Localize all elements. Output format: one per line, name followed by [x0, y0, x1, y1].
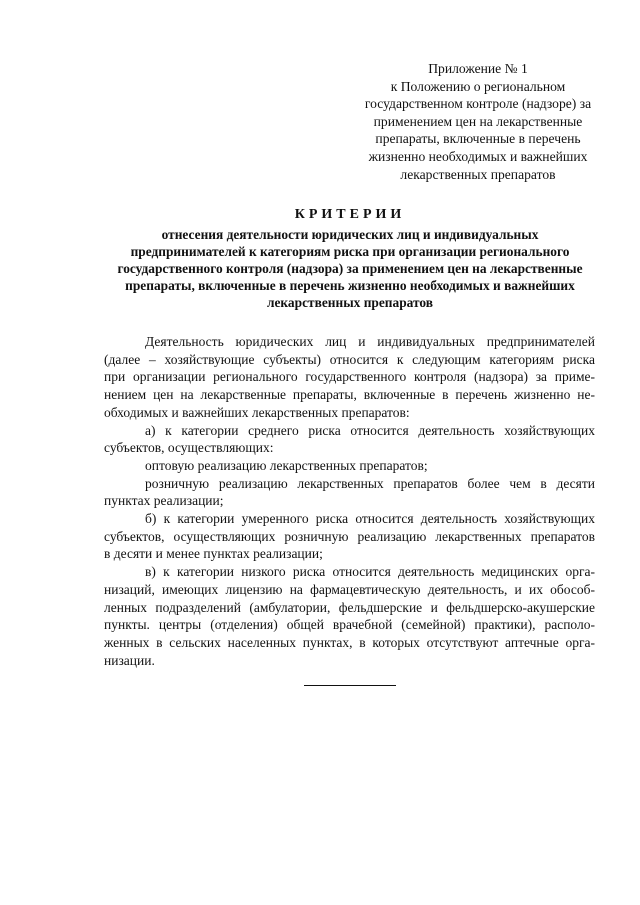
document-subtitle [100, 226, 600, 311]
body-line: б) к категории умеренного риска относится деятельность хозяйствующих [145, 511, 595, 527]
body-line: пунктах реализации; [104, 493, 224, 509]
body-line: низации. [104, 652, 155, 668]
body-line: субъектов, осуществляющих розничную реализацию лекарственных препаратов [104, 528, 595, 544]
body-line: нением цен на лекарственные препараты, включенные в перечень жизненно не- [104, 387, 595, 403]
appendix-line: государственном контроле (надзоре) за [364, 96, 592, 112]
appendix-line: жизненно необходимых и важнейших [368, 148, 588, 164]
body-line: (далее – хозяйствующие субъекты) относится к следующим категориям риска [104, 351, 595, 367]
body-line: женных в сельских населенных пунктах, в которых отсутствуют аптечные орга- [104, 634, 595, 650]
body-line: Деятельность юридических лиц и индивидуальных предпринимателей [145, 334, 595, 349]
body-line: субъектов, осуществляющих: [104, 440, 274, 456]
body-line: а) к категории среднего риска относится деятельность хозяйствующих [145, 422, 595, 438]
subtitle-line: лекарственных препаратов [266, 295, 434, 310]
body-line: пункты. центры (отделения) общей врачебной (семейной) практики), располо- [104, 617, 595, 633]
closing-rule [304, 685, 396, 686]
body-line: в десяти и менее пунктах реализации; [104, 546, 323, 562]
subtitle-line: государственного контроля (надзора) за применением цен на лекарственные [117, 261, 583, 276]
body-line: в) к категории низкого риска относится деятельность медицинских орга- [145, 564, 595, 580]
document-title: КРИТЕРИИ [294, 207, 406, 222]
appendix-line: применением цен на лекарственные [373, 113, 583, 129]
appendix-line: лекарственных препаратов [400, 166, 556, 182]
document-body [104, 333, 595, 669]
document-heading [100, 206, 600, 311]
body-line: ленных подразделений (амбулатории, фельдшерские и фельдшерско-акушерские [104, 599, 595, 615]
subtitle-line: предпринимателей к категориям риска при организации регионального [130, 244, 570, 259]
body-line: оптовую реализацию лекарственных препаратов; [145, 457, 428, 473]
body-line: розничную реализацию лекарственных препаратов более чем в десяти [145, 475, 595, 491]
body-line: при организации регионального государственного контроля (надзора) за приме- [104, 369, 595, 385]
subtitle-line: препараты, включенные в перечень жизненно необходимых и важнейших [125, 278, 575, 293]
body-line: низаций, имеющих лицензию на фармацевтическую деятельность, и их обособ- [104, 581, 595, 597]
appendix-note [352, 60, 604, 183]
appendix-line: Приложение № 1 [428, 61, 528, 76]
body-line: обходимых и важнейших лекарственных препаратов: [104, 404, 410, 420]
appendix-line: к Положению о региональном [390, 78, 566, 94]
appendix-line: препараты, включенные в перечень [375, 131, 581, 147]
subtitle-line: отнесения деятельности юридических лиц и индивидуальных [161, 227, 539, 242]
